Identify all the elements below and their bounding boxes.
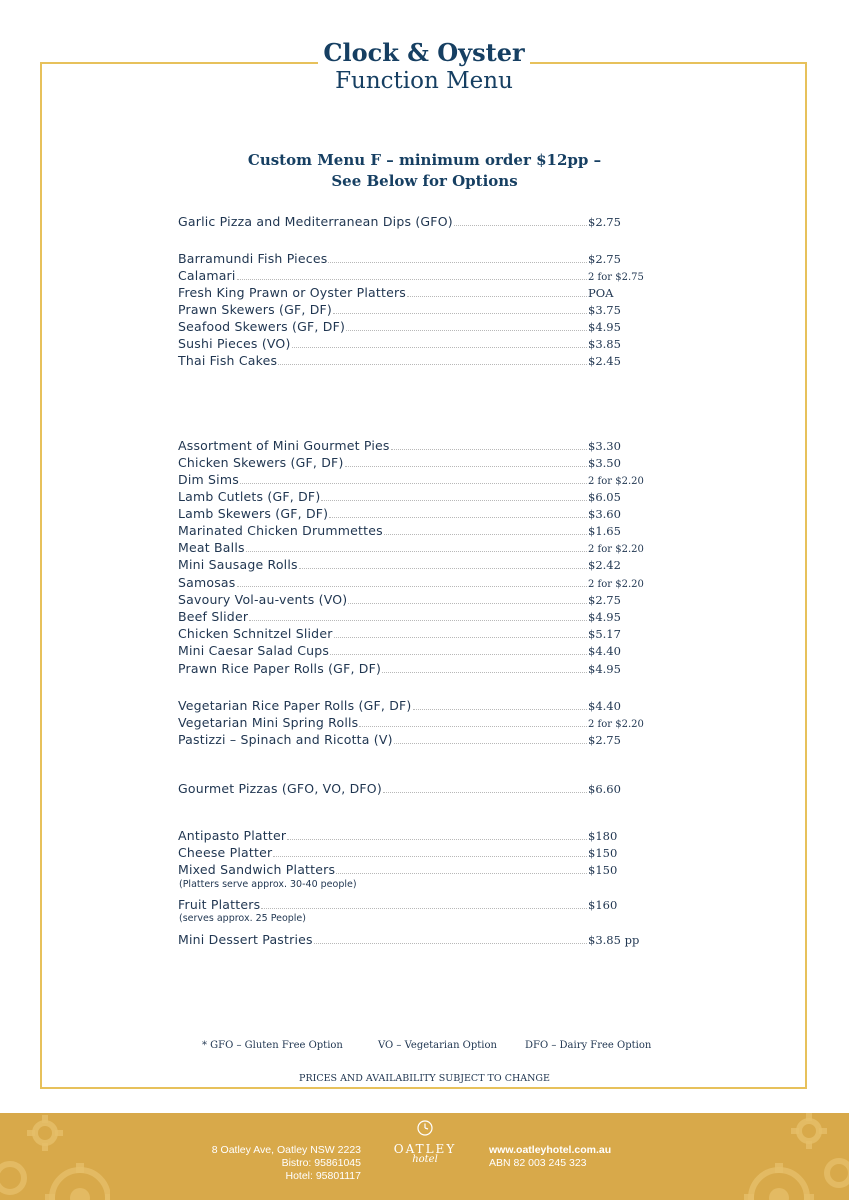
menu-item-price: $2.75 [588,252,621,266]
menu-item-price: $180 [588,829,618,843]
menu-item [178,471,648,487]
menu-item-name: Marinated Chicken Drummettes [178,523,383,538]
dot-leader [273,855,587,857]
dot-leader [237,278,587,280]
menu-item-price: $2.75 [588,593,621,607]
oatley-hotel-logo [385,1119,465,1165]
menu-item [178,454,648,470]
legend-dfo: DFO – Dairy Free Option [525,1040,652,1051]
menu-item-name: Beef Slider [178,609,249,624]
menu-item-name: Vegetarian Mini Spring Rolls [178,715,359,730]
dot-leader [237,585,587,587]
menu-item [178,301,648,317]
menu-item-name: Assortment of Mini Gourmet Pies [178,438,390,453]
menu-item-price: 2 for $2.20 [588,719,644,730]
menu-item-name: Vegetarian Rice Paper Rolls (GF, DF) [178,698,412,713]
menu-item [178,714,648,730]
dot-leader [330,653,587,655]
dot-leader [292,346,587,348]
menu-item [178,522,648,538]
menu-item-price: $6.05 [588,490,621,504]
menu-item-name: Mini Sausage Rolls [178,557,298,572]
menu-item-price: $4.40 [588,699,621,713]
footer-website-link[interactable]: www.oatleyhotel.com.au [489,1144,612,1156]
menu-item-price: 2 for $2.20 [588,544,644,555]
menu-item-price: $3.85 [588,337,621,351]
menu-item-price: $2.75 [588,215,621,229]
footer-contact [212,1144,361,1183]
menu-item [178,896,648,912]
menu-item-price: 2 for $2.20 [588,476,644,487]
clock-logo-icon [416,1119,434,1137]
menu-item-name: Prawn Rice Paper Rolls (GF, DF) [178,661,382,676]
menu-item [178,556,648,572]
menu-item [178,625,648,641]
menu-item-name: Antipasto Platter [178,828,287,843]
menu-item-price: $3.50 [588,456,621,470]
menu-item [178,697,648,713]
menu-item [178,437,648,453]
menu-item-name: Dim Sims [178,472,239,487]
menu-item [178,488,648,504]
menu-item-name: Chicken Schnitzel Slider [178,626,333,641]
menu-item-name: Mini Caesar Salad Cups [178,643,330,658]
menu-item-price: 2 for $2.75 [588,272,644,283]
dot-leader [299,567,587,569]
menu-item [178,539,648,555]
menu-heading-line-1: Custom Menu F – minimum order $12pp – [247,151,602,169]
menu-item-price: $4.95 [588,662,621,676]
menu-item [178,844,648,860]
dot-leader [334,636,587,638]
footer-web-info [489,1144,611,1170]
menu-item-price: $4.40 [588,644,621,658]
dot-leader [359,725,587,727]
menu-item-price: $4.95 [588,610,621,624]
menu-item [178,352,648,368]
menu-item [178,591,648,607]
menu-item [178,250,648,266]
gear-decoration-left-icon [0,1113,110,1200]
menu-item-name: Pastizzi – Spinach and Ricotta (V) [178,732,393,747]
menu-item-name: Savoury Vol-au-vents (VO) [178,592,348,607]
menu-item-price: $5.17 [588,627,621,641]
dot-leader [278,363,587,365]
dot-leader [407,295,587,297]
menu-item-price: $3.75 [588,303,621,317]
menu-item-name: Seafood Skewers (GF, DF) [178,319,346,334]
menu-item [178,284,648,300]
title-line-1: Clock & Oyster [323,38,525,67]
menu-item-name: Garlic Pizza and Mediterranean Dips (GFO) [178,214,453,229]
menu-item-price: 2 for $2.20 [588,579,644,590]
dot-leader [382,671,587,673]
dot-leader [287,838,587,840]
menu-item-name: Cheese Platter [178,845,273,860]
menu-item-name: Sushi Pieces (VO) [178,336,291,351]
menu-heading-line-2: See Below for Options [331,172,518,190]
menu-item [178,731,648,747]
menu-item-price: $1.65 [588,524,621,538]
dot-leader [454,224,587,226]
dot-leader [249,619,587,621]
menu-item-name: Samosas [178,575,236,590]
menu-item [178,505,648,521]
menu-item-name: Barramundi Fish Pieces [178,251,328,266]
menu-title [318,38,530,98]
menu-item-name: Prawn Skewers (GF, DF) [178,302,332,317]
dot-leader [413,708,588,710]
menu-item-name: Meat Balls [178,540,245,555]
menu-item [178,335,648,351]
menu-item-price: $2.45 [588,354,621,368]
menu-item-name: Thai Fish Cakes [178,353,278,368]
price-disclaimer: PRICES AND AVAILABILITY SUBJECT TO CHANGE [299,1073,550,1084]
menu-item [178,827,648,843]
menu-item [178,608,648,624]
dot-leader [391,448,587,450]
menu-item [178,267,648,283]
menu-item-name: Chicken Skewers (GF, DF) [178,455,344,470]
title-line-2: Function Menu [335,68,513,94]
menu-item-name: Fruit Platters [178,897,261,912]
menu-item-price: $150 [588,863,618,877]
dot-leader [336,872,587,874]
legend-gfo: * GFO – Gluten Free Option [202,1040,343,1051]
menu-item-price: $2.75 [588,733,621,747]
dot-leader [314,942,587,944]
dot-leader [246,550,587,552]
fruit-serving-note: (serves approx. 25 People) [179,913,306,924]
menu-item [178,642,648,658]
menu-item [178,660,648,676]
footer-bar [0,1113,849,1200]
menu-item-name: Lamb Skewers (GF, DF) [178,506,329,521]
menu-item-price: $160 [588,898,618,912]
dot-leader [328,261,587,263]
menu-item [178,861,648,877]
menu-item-name: Fresh King Prawn or Oyster Platters [178,285,407,300]
dot-leader [348,602,587,604]
footer-bistro-phone: Bistro: 95861045 [281,1157,361,1169]
menu-item-price: $3.85 pp [588,933,640,947]
menu-item [178,931,648,947]
menu-item [178,574,648,590]
footer-abn: ABN 82 003 245 323 [489,1157,587,1169]
menu-item-name: Mixed Sandwich Platters [178,862,336,877]
menu-item-name: Calamari [178,268,236,283]
dot-leader [346,329,587,331]
legend-vo: VO – Vegetarian Option [378,1040,497,1051]
menu-item-name: Lamb Cutlets (GF, DF) [178,489,321,504]
menu-item-price: $6.60 [588,782,621,796]
menu-item-name: Gourmet Pizzas (GFO, VO, DFO) [178,781,382,796]
menu-item-price: POA [588,286,614,300]
dot-leader [384,533,587,535]
footer-address: 8 Oatley Ave, Oatley NSW 2223 [211,1144,361,1156]
dot-leader [261,907,587,909]
logo-word: OATLEY [393,1142,457,1156]
menu-item-price: $4.95 [588,320,621,334]
menu-item-name: Mini Dessert Pastries [178,932,313,947]
dot-leader [329,516,587,518]
menu-item-price: $150 [588,846,618,860]
sandwich-serving-note: (Platters serve approx. 30-40 people) [179,879,357,890]
menu-item-price: $3.60 [588,507,621,521]
dot-leader [394,742,587,744]
dot-leader [240,482,587,484]
dot-leader [321,499,587,501]
dot-leader [383,791,587,793]
logo-sub: hotel [412,1154,438,1165]
menu-item [178,318,648,334]
menu-item [178,780,648,796]
gear-decoration-right-icon [739,1113,849,1200]
menu-item-price: $2.42 [588,558,621,572]
menu-item-price: $3.30 [588,439,621,453]
dot-leader [333,312,587,314]
menu-item [178,213,648,229]
footer-hotel-phone: Hotel: 95801117 [285,1170,361,1182]
dot-leader [345,465,587,467]
